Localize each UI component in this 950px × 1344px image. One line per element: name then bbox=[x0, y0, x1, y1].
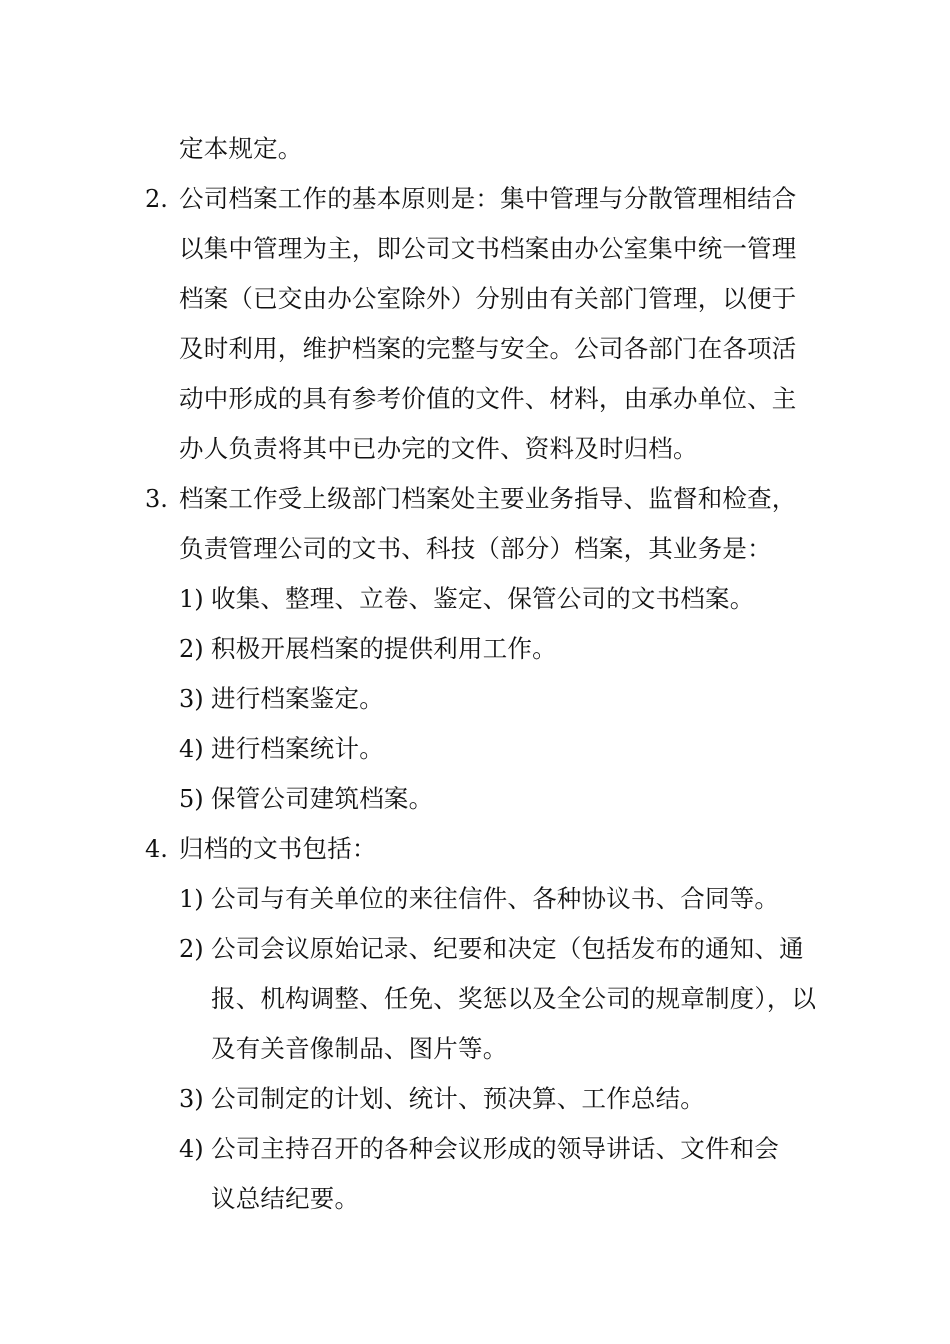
sub-item-line: 公司会议原始记录、纪要和决定（包括发布的通知、通 bbox=[211, 934, 804, 963]
sub-item-number: 4) bbox=[179, 735, 204, 763]
sub-item-number: 1) bbox=[179, 885, 204, 913]
paragraph-line: 公司档案工作的基本原则是：集中管理与分散管理相结合 bbox=[179, 184, 797, 213]
sub-item-line: 积极开展档案的提供利用工作。 bbox=[211, 634, 557, 663]
sub-item-number: 3) bbox=[179, 1085, 204, 1113]
sub-item-line: 公司与有关单位的来往信件、各种协议书、合同等。 bbox=[211, 884, 780, 913]
sub-item-number: 2) bbox=[179, 635, 204, 663]
paragraph-line: 档案工作受上级部门档案处主要业务指导、监督和检查， bbox=[179, 484, 797, 513]
sub-item-number: 3) bbox=[179, 685, 204, 713]
sub-item-line: 进行档案统计。 bbox=[211, 734, 384, 763]
sub-item-line: 公司制定的计划、统计、预决算、工作总结。 bbox=[211, 1084, 705, 1113]
paragraph-line: 档案（已交由办公室除外）分别由有关部门管理，以便于 bbox=[179, 284, 797, 313]
sub-item-number: 1) bbox=[179, 585, 204, 613]
sub-item-number: 5) bbox=[179, 785, 204, 813]
sub-item-line: 进行档案鉴定。 bbox=[211, 684, 384, 713]
sub-item-line: 议总结纪要。 bbox=[211, 1184, 360, 1213]
item-number: 4. bbox=[145, 835, 168, 863]
sub-item-line: 保管公司建筑档案。 bbox=[211, 784, 434, 813]
sub-item-line: 收集、整理、立卷、鉴定、保管公司的文书档案。 bbox=[211, 584, 755, 613]
sub-item-number: 4) bbox=[179, 1135, 204, 1163]
paragraph-line: 定本规定。 bbox=[179, 134, 303, 163]
sub-item-line: 及有关音像制品、图片等。 bbox=[211, 1034, 508, 1063]
item-number: 3. bbox=[145, 485, 168, 513]
item-number: 2. bbox=[145, 185, 168, 213]
paragraph-line: 及时利用，维护档案的完整与安全。公司各部门在各项活 bbox=[179, 334, 797, 363]
paragraph-line: 负责管理公司的文书、科技（部分）档案，其业务是： bbox=[179, 534, 772, 563]
sub-item-number: 2) bbox=[179, 935, 204, 963]
paragraph-line: 以集中管理为主，即公司文书档案由办公室集中统一管理 bbox=[179, 234, 797, 263]
paragraph-line: 办人负责将其中已办完的文件、资料及时归档。 bbox=[179, 434, 698, 463]
sub-item-line: 报、机构调整、任免、奖惩以及全公司的规章制度），以 bbox=[211, 984, 817, 1013]
paragraph-line: 动中形成的具有参考价值的文件、材料，由承办单位、主 bbox=[179, 384, 797, 413]
sub-item-line: 公司主持召开的各种会议形成的领导讲话、文件和会 bbox=[211, 1134, 780, 1163]
paragraph-line: 归档的文书包括： bbox=[179, 834, 377, 863]
